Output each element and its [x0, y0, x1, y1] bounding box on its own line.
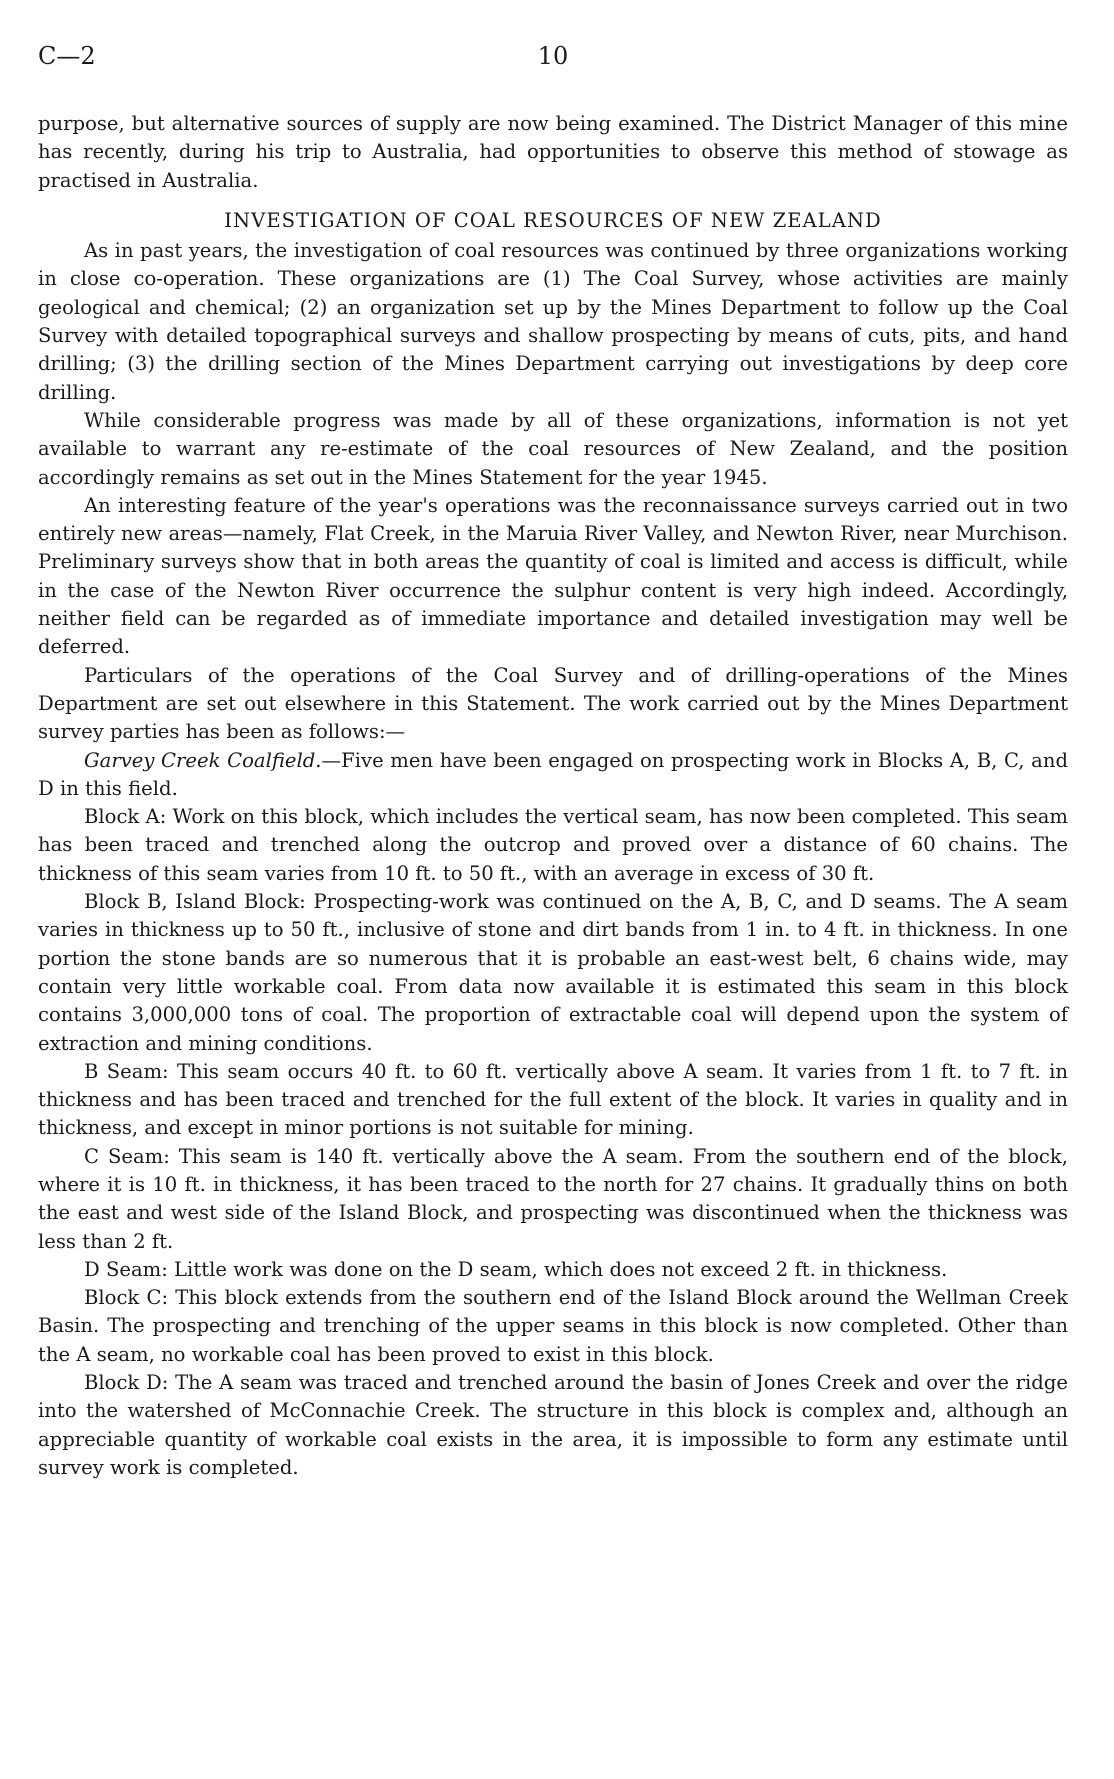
paragraph-block-d: Block D: The A seam was traced and trenched around the basin of Jones Creek and over the ridge into the watershed of McConnachie Creek. The structure in this block is complex and, although an appreciable quantity of workable coal exists in the area, it is impossible to form any estimate until survey work is completed. [38, 1371, 1068, 1479]
garvey-creek-text: —Five men have been engaged on prospecting work in Blocks A, B, C, and D in this field. [38, 748, 1068, 800]
paragraph-particulars: Particulars of the operations of the Coal Survey and of drilling-operations of the Mines Department are set out elsewhere in this Statement. The work carried out by the Mines Department survey parties has been as follows:— [38, 663, 1068, 744]
page-header [38, 42, 1068, 82]
document-reference: C—2 [38, 42, 96, 70]
paragraph-progress: While considerable progress was made by all of these organizations, information is not yet available to warrant any re-estimate of the coal resources of New Zealand, and the position accordingly remains as set out in the Mines Statement for the year 1945. [38, 408, 1068, 489]
intro-paragraph: purpose, but alternative sources of supply are now being examined. The District Manager of this mine has recently, during his trip to Australia, had opportunities to observe this method of stowage as practised in Australia. [38, 112, 1068, 192]
paragraph-c-seam: C Seam: This seam is 140 ft. vertically above the A seam. From the southern end of the block, where it is 10 ft. in thickness, it has been traced to the north for 27 chains. It gradually thins on both the east and west side of the Island Block, and prospecting was discontinued when the thickness was less than 2 ft. [38, 1144, 1068, 1253]
paragraph-block-a: Block A: Work on this block, which includes the vertical seam, has now been completed. This seam has been traced and trenched along the outcrop and proved over a distance of 60 chains. The thickness of this seam varies from 10 ft. to 50 ft., with an average in excess of 30 ft. [38, 805, 1068, 885]
paragraph-block-b: Block B, Island Block: Prospecting-work was continued on the A, B, C, and D seams. The A seam varies in thickness up to 50 ft., inclusive of stone and dirt bands from 1 in. to 4 ft. in thickness. In one portion the stone bands are so numerous that it is probable an east-west belt, 6 chains wide, may contain very little workable coal. From data now available it is estimated this seam in this block contains 3,000,000 tons of coal. The proportion of extractable coal will depend upon the system of extraction and mining conditions. [38, 890, 1068, 1055]
page-body [38, 110, 1068, 1482]
paragraph-reconnaissance: An interesting feature of the year's operations was the reconnaissance surveys carried out in two entirely new areas—namely, Flat Creek, in the Maruia River Valley, and Newton River, near Murchison. Preliminary surveys show that in both areas the quantity of coal is limited and access is difficult, while in the case of the Newton River occurrence the sulphur content is very high indeed. Accordingly, neither field can be regarded as of immediate importance and detailed investigation may well be deferred. [38, 493, 1068, 659]
page-number: 10 [537, 42, 569, 70]
garvey-creek-heading: Garvey Creek Coalfield. [84, 748, 322, 772]
section-heading: INVESTIGATION OF COAL RESOURCES OF NEW ZEALAND [224, 208, 882, 232]
paragraph-b-seam: B Seam: This seam occurs 40 ft. to 60 ft. vertically above A seam. It varies from 1 ft. to 7 ft. in thickness and has been traced and trenched for the full extent of the block. It varies in quality and in thickness, and except in minor portions is not suitable for mining. [38, 1059, 1068, 1140]
paragraph-d-seam: D Seam: Little work was done on the D seam, which does not exceed 2 ft. in thickness. [84, 1257, 948, 1281]
paragraph-garvey-creek [38, 747, 1068, 804]
paragraph-block-c: Block C: This block extends from the southern end of the Island Block around the Wellman Creek Basin. The prospecting and trenching of the upper seams in this block is now completed. Other than the A seam, no workable coal has been proved to exist in this block. [38, 1286, 1068, 1366]
paragraph-organizations: As in past years, the investigation of coal resources was continued by three organizations working in close co-operation. These organizations are (1) The Coal Survey, whose activities are mainly geological and chemical; (2) an organization set up by the Mines Department to follow up the Coal Survey with detailed topographical surveys and shallow prospecting by means of cuts, pits, and hand drilling; (3) the drilling section of the Mines Department carrying out investigations by deep core drilling. [38, 239, 1068, 404]
